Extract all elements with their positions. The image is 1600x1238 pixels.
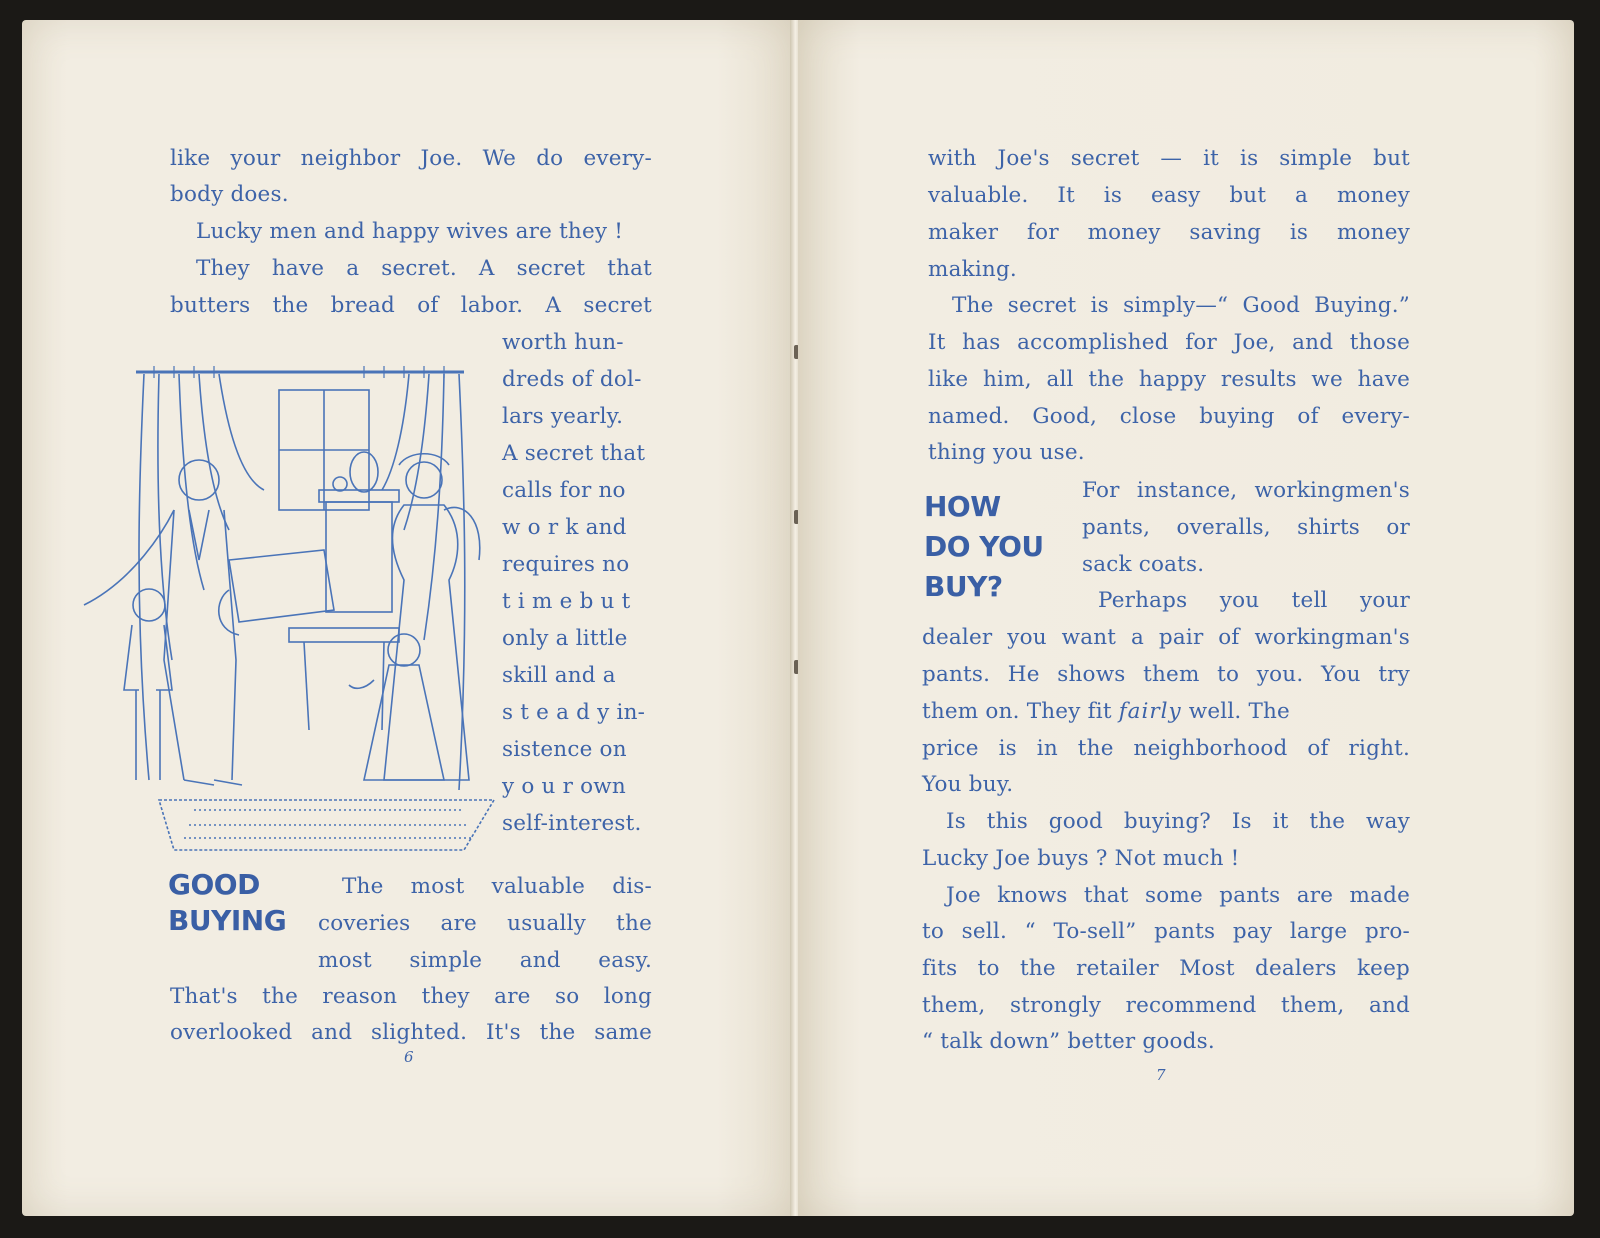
text-line: price is in the neighborhood of right. xyxy=(922,736,1410,761)
text-line: A secret that xyxy=(502,441,646,466)
text-line: Is this good buying? Is it the way xyxy=(946,809,1410,834)
text-line: dealer you want a pair of workingman's xyxy=(922,625,1410,650)
section-heading: GOOD xyxy=(168,868,260,901)
section-heading: HOW xyxy=(924,490,1001,523)
text-line xyxy=(922,697,1290,727)
text-line: s t e a d y in- xyxy=(502,700,646,725)
text-line: Lucky Joe buys ? Not much ! xyxy=(922,846,1240,871)
text-line: body does. xyxy=(170,182,289,207)
text-line: worth hun- xyxy=(502,330,624,355)
text-line: Joe knows that some pants are made xyxy=(946,883,1410,908)
family-in-parlor-engraving-icon xyxy=(64,360,519,860)
text-line: coveries are usually the xyxy=(318,911,652,936)
text-line: Lucky men and happy wives are they ! xyxy=(196,219,624,244)
text-line: That's the reason they are so long xyxy=(170,984,652,1009)
text-line: dreds of dol- xyxy=(502,367,642,392)
booklet-spread xyxy=(22,20,1574,1216)
text-line: overlooked and slighted. It's the same xyxy=(170,1020,652,1045)
text-line: skill and a xyxy=(502,663,616,688)
text-fragment: well. The xyxy=(1188,699,1290,724)
text-line: named. Good, close buying of every- xyxy=(928,404,1410,429)
text-line: sack coats. xyxy=(1082,552,1205,577)
left-page xyxy=(22,20,794,1216)
text-line: t i m e b u t xyxy=(502,589,631,614)
text-line: butters the bread of labor. A secret xyxy=(170,293,652,318)
page-number: 6 xyxy=(404,1048,414,1066)
text-line: You buy. xyxy=(922,772,1014,797)
text-line: “ talk down” better goods. xyxy=(922,1029,1215,1054)
text-line: with Joe's secret — it is simple but xyxy=(928,146,1410,171)
text-line: lars yearly. xyxy=(502,404,624,429)
text-line: sistence on xyxy=(502,737,627,762)
text-line: calls for no xyxy=(502,478,626,503)
section-heading: BUYING xyxy=(168,904,287,937)
text-fragment: them on. They fit xyxy=(922,699,1112,724)
text-line: They have a secret. A secret that xyxy=(196,256,652,281)
text-line: them, strongly recommend them, and xyxy=(922,993,1410,1018)
text-line: maker for money saving is money xyxy=(928,220,1410,245)
page-number: 7 xyxy=(1156,1066,1166,1084)
text-line: self-interest. xyxy=(502,811,642,836)
text-line: to sell. “ To-sell” pants pay large pro- xyxy=(922,919,1410,944)
text-line: Perhaps you tell your xyxy=(1098,588,1410,613)
italic-word: fairly xyxy=(1118,699,1182,724)
section-heading: BUY? xyxy=(924,570,1003,603)
text-line: It has accomplished for Joe, and those xyxy=(928,330,1410,355)
text-line: only a little xyxy=(502,626,628,651)
text-line: like your neighbor Joe. We do every- xyxy=(170,146,652,171)
text-line: valuable. It is easy but a money xyxy=(928,183,1410,208)
section-heading: DO YOU xyxy=(924,530,1044,563)
text-line: The secret is simply—“ Good Buying.” xyxy=(952,293,1410,318)
text-line: making. xyxy=(928,257,1017,282)
text-line: The most valuable dis- xyxy=(342,874,652,899)
right-page xyxy=(798,20,1574,1216)
text-line: pants, overalls, shirts or xyxy=(1082,515,1410,540)
text-line: pants. He shows them to you. You try xyxy=(922,662,1410,687)
text-line: requires no xyxy=(502,552,630,577)
text-line: like him, all the happy results we have xyxy=(928,367,1410,392)
text-line: fits to the retailer Most dealers keep xyxy=(922,956,1410,981)
text-line: w o r k and xyxy=(502,515,627,540)
text-line: y o u r own xyxy=(502,774,626,799)
text-line: most simple and easy. xyxy=(318,948,652,973)
text-line: thing you use. xyxy=(928,440,1085,465)
text-line: For instance, workingmen's xyxy=(1082,478,1410,503)
